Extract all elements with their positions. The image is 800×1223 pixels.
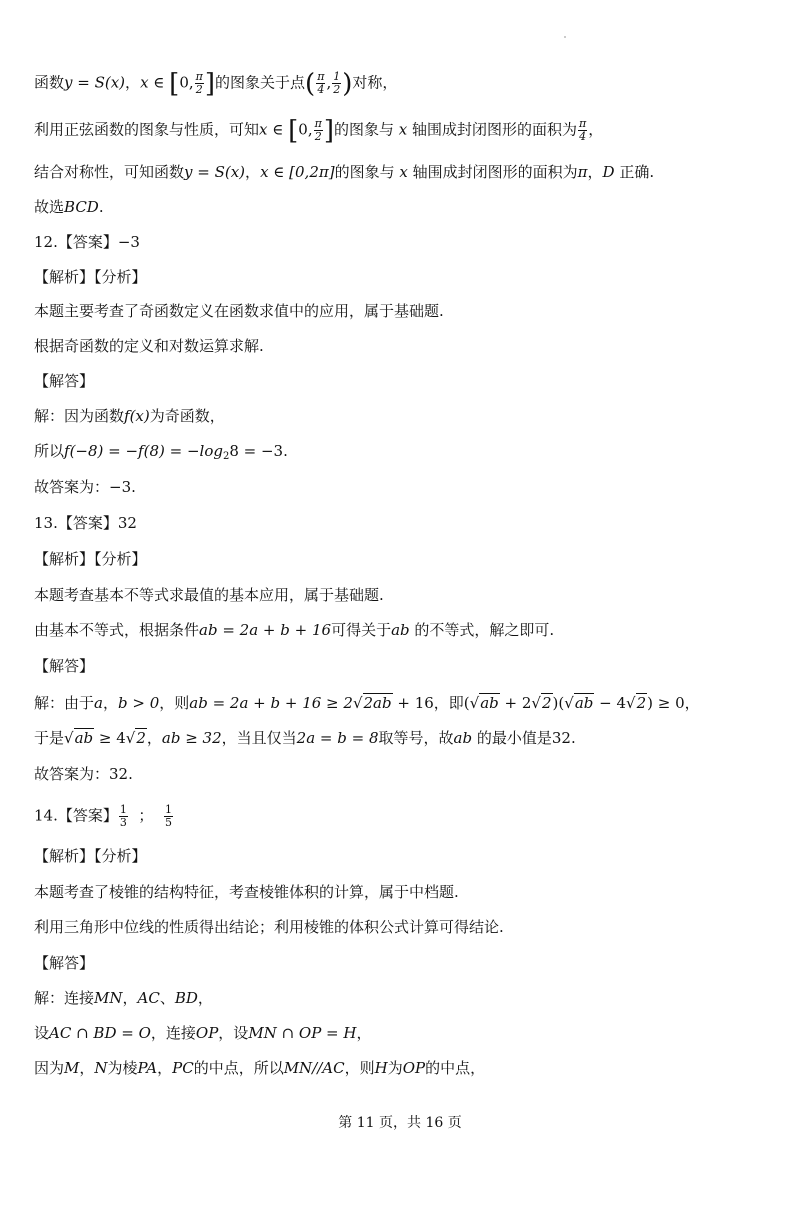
text: ，则: [159, 694, 190, 712]
text-line-28: [34, 1057, 770, 1079]
fraction: $\frac{1}{3}$: [119, 803, 127, 829]
math: AC ∩ BD = O: [49, 1024, 151, 1042]
math: x ∈ [0,2π]: [260, 163, 335, 181]
math: − 4: [594, 694, 627, 712]
math: b > 0: [117, 694, 160, 712]
text: .: [98, 198, 104, 216]
text: 由基本不等式，根据条件: [34, 621, 200, 639]
text: 为奇函数，: [149, 407, 225, 425]
math: BD: [174, 989, 198, 1007]
text: 32: [109, 765, 129, 783]
math: MN//AC: [283, 1059, 345, 1077]
math: y = S(x): [184, 163, 246, 181]
text: ，: [245, 163, 261, 181]
math: x ∈: [259, 120, 289, 139]
math: −3: [109, 478, 132, 496]
text-line-26: [34, 987, 770, 1009]
bracket: [: [169, 68, 180, 99]
text-line-20: [34, 763, 770, 785]
bracket: ]: [323, 115, 334, 146]
text: 解：连接: [34, 989, 95, 1007]
text: 故答案为：: [34, 478, 110, 496]
math: BCD: [64, 198, 99, 216]
fraction: $\frac{\pi}{2}$: [195, 70, 203, 96]
math: ab: [391, 621, 410, 639]
text: 轴围成封闭图形的面积为: [412, 163, 578, 181]
radicand: 2ab: [363, 694, 392, 712]
text: ，: [79, 1059, 95, 1077]
math: 2a = b = 8: [296, 729, 379, 747]
math: f(x): [124, 407, 150, 425]
sqrt-sign: √: [531, 694, 541, 712]
math: x: [399, 163, 408, 181]
text: ，当且仅当: [221, 729, 297, 747]
paren: (: [305, 68, 316, 99]
text: 的图象关于点: [215, 73, 306, 92]
text: 设: [34, 1024, 50, 1042]
radicand: ab: [74, 729, 94, 747]
math: ab = 2a + b + 16 ≥ 2: [189, 694, 353, 712]
radicand: ab: [480, 694, 499, 712]
text: ，: [197, 989, 213, 1007]
math: MN: [94, 989, 123, 1007]
text: 于是: [34, 729, 65, 747]
answer-12: [34, 231, 770, 253]
text: 的不等式，解之即可.: [409, 621, 555, 639]
text: 的最小值是: [472, 729, 552, 747]
math: ab: [453, 729, 473, 747]
text: 的图象与: [333, 120, 394, 139]
text-line-4: [34, 196, 770, 218]
text: ，设: [218, 1024, 249, 1042]
text: 的中点，: [425, 1059, 486, 1077]
fraction: $\frac{\pi}{4}$: [579, 117, 587, 143]
subscript: 2: [222, 451, 230, 462]
text: .: [283, 442, 288, 460]
text: 12.【答案】: [34, 233, 118, 251]
text: ，: [587, 163, 603, 181]
math: x ∈: [140, 73, 170, 92]
math: a: [94, 694, 103, 712]
text: 、: [159, 989, 175, 1007]
math: y = S(x): [64, 73, 126, 92]
text: .: [570, 729, 576, 747]
text-line-18: [34, 692, 770, 714]
text: ，: [122, 989, 138, 1007]
sqrt-sign: √: [626, 694, 636, 712]
text: 13.【答案】: [34, 514, 118, 532]
math: x: [398, 120, 408, 139]
math: 32: [551, 729, 571, 747]
text: ，: [356, 1024, 372, 1042]
bracket: ]: [204, 68, 216, 99]
text: 因为: [34, 1059, 65, 1077]
text-line-11: [34, 440, 770, 468]
text: 正确.: [614, 163, 655, 181]
text: ,: [326, 73, 332, 92]
math: PA: [137, 1059, 158, 1077]
text-line-24: 利用三角形中位线的性质得出结论；利用棱锥的体积公式计算可得结论.: [34, 918, 504, 936]
text: ；: [128, 806, 163, 825]
text-line-10: [34, 405, 770, 427]
answer-14: [34, 804, 770, 829]
section-label: 【解答】: [34, 372, 95, 390]
math: ) ≥ 0: [647, 694, 685, 712]
radicand: 2: [136, 729, 146, 747]
math: π: [577, 163, 588, 181]
text: 轴围成封闭图形的面积为: [412, 120, 578, 139]
math: PC: [172, 1059, 194, 1077]
text: 为棱: [107, 1059, 138, 1077]
text: 的中点，所以: [193, 1059, 284, 1077]
math: + 16: [392, 694, 434, 712]
text: ，: [157, 1059, 173, 1077]
math: 0,: [298, 120, 313, 139]
text: 解：因为函数: [34, 407, 125, 425]
text-line-7: 本题主要考查了奇函数定义在函数求值中的应用，属于基础题.: [34, 302, 444, 320]
section-label: 【解答】: [34, 657, 95, 675]
math: OP: [195, 1024, 219, 1042]
radicand: 2: [636, 694, 647, 712]
text: .: [131, 478, 136, 496]
math: 8 = −3: [229, 442, 284, 460]
text: 14.【答案】: [34, 806, 118, 825]
text: 结合对称性，可知函数: [34, 163, 185, 181]
math: ≥ 4: [94, 729, 126, 747]
text-line-2: [34, 115, 770, 146]
fraction: $\frac{\pi}{2}$: [314, 117, 322, 143]
section-label: 【解析】【分析】: [34, 550, 147, 568]
fraction: $\frac{1}{5}$: [164, 803, 172, 829]
text: )(: [552, 694, 565, 712]
text: ，: [102, 694, 118, 712]
text: ，: [146, 729, 162, 747]
text: 的图象与: [334, 163, 395, 181]
math: MN ∩ OP = H: [248, 1024, 357, 1042]
radicand: 2: [541, 694, 552, 712]
page-footer: 第 11 页，共 16 页: [338, 1115, 462, 1131]
math: OP: [402, 1059, 426, 1077]
text-line-3: [34, 161, 770, 183]
math: D: [602, 163, 615, 181]
text: ，即(: [433, 694, 470, 712]
text: 为: [387, 1059, 403, 1077]
text-line-23: 本题考查了棱锥的结构特征，考查棱锥体积的计算，属于中档题.: [34, 883, 459, 901]
text: 可得关于: [331, 621, 392, 639]
math: 0,: [179, 73, 194, 92]
math: N: [94, 1059, 108, 1077]
text: 取等号，故: [378, 729, 454, 747]
text: ，: [125, 73, 141, 92]
sqrt-sign: √: [64, 729, 74, 747]
text: 所以: [34, 442, 65, 460]
sqrt-sign: √: [125, 729, 136, 747]
sqrt-sign: √: [352, 694, 363, 712]
text: 故答案为：: [34, 765, 110, 783]
text-line-15: 本题考查基本不等式求最值的基本应用，属于基础题.: [34, 586, 384, 604]
math: + 2: [499, 694, 532, 712]
text: 利用正弦函数的图象与性质，可知: [34, 120, 260, 139]
bracket: [: [288, 115, 299, 146]
paren: ): [342, 68, 353, 99]
math: AC: [137, 989, 160, 1007]
text: ，: [588, 120, 604, 139]
math: ab ≥ 32: [161, 729, 222, 747]
section-label: 【解答】: [34, 954, 95, 972]
section-label: 【解析】【分析】: [34, 268, 147, 286]
text: 故选: [34, 198, 65, 216]
text-line-19: [34, 727, 770, 749]
answer-13: [34, 512, 770, 534]
math: H: [374, 1059, 388, 1077]
math: f(−8) = −f(8) = −log: [64, 442, 223, 460]
text: 32: [117, 514, 137, 532]
fraction: $\frac{1}{2}$: [333, 70, 341, 96]
text-line-27: [34, 1022, 770, 1044]
text: ，连接: [150, 1024, 196, 1042]
scan-dot: [564, 36, 566, 38]
text: ，: [684, 694, 700, 712]
text: .: [128, 765, 133, 783]
math: −3: [117, 233, 140, 251]
text-line-12: [34, 476, 770, 498]
text-line-16: [34, 619, 770, 641]
sqrt-sign: √: [564, 694, 574, 712]
section-label: 【解析】【分析】: [34, 847, 147, 865]
text: 函数: [34, 73, 65, 92]
fraction: $\frac{\pi}{4}$: [317, 70, 325, 96]
sqrt-sign: √: [469, 694, 480, 712]
math: M: [64, 1059, 80, 1077]
text: 对称，: [352, 73, 398, 92]
text-line-8: 根据奇函数的定义和对数运算求解.: [34, 337, 264, 355]
text: 解：由于: [34, 694, 95, 712]
math: ab = 2a + b + 16: [199, 621, 332, 639]
radicand: ab: [574, 694, 594, 712]
text: ，则: [344, 1059, 375, 1077]
text-line-1: [34, 68, 770, 99]
